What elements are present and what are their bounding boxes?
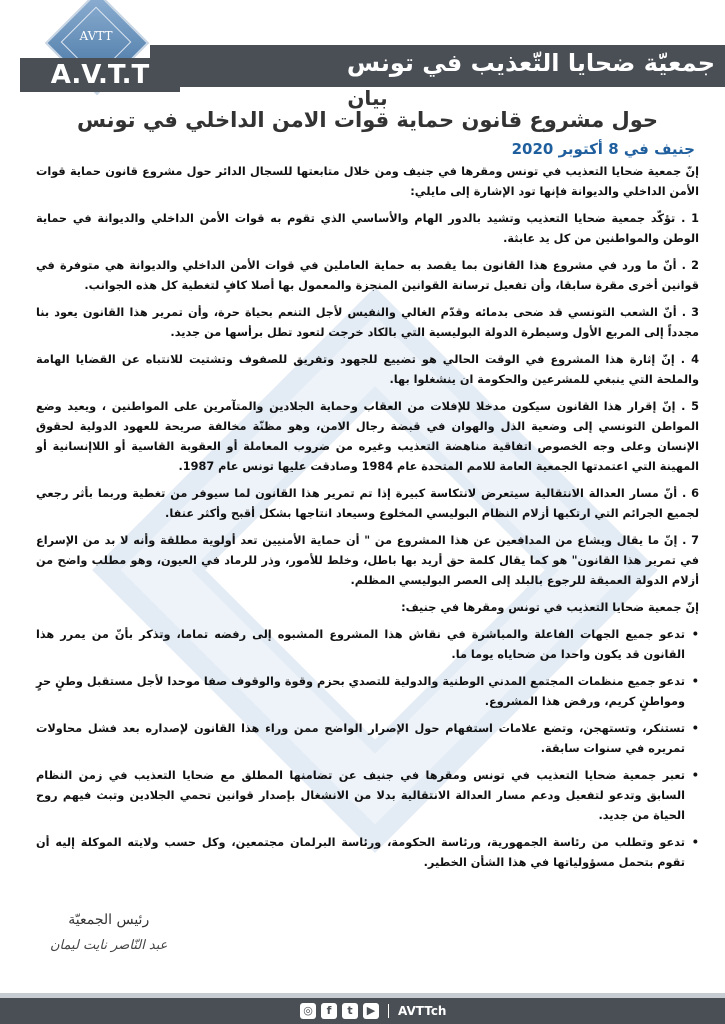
instagram-icon[interactable]: ◎ — [300, 1003, 316, 1019]
social-links — [300, 1002, 446, 1020]
paragraph: 6 . أنّ مسار العدالة الانتقالية سيتعرض لانتكاسة كبيرة إذا تم تمرير هذا القانون لما سيوفر من تغطية وربما بأثر رجعي لجميع الجرائم التي ارتكبها أزلام النظام البوليسي المخلوع وسيعاد انتاجها بشكل أقبح وأكثر عنفا. — [36, 487, 699, 520]
signature-block — [50, 912, 167, 953]
bullet-item: • تستنكر، وتستهجن، وتضع علامات استفهام حول الإصرار الواضح ممن وراء هذا القانون لإصداره بعد فشل محاولات تمريره في سنوات سابقة. — [36, 719, 699, 759]
paragraph: 5 . إنّ إقرار هذا القانون سيكون مدخلا للإفلات من العقاب وحماية الجلادين والمتآمرين على المواطنين ، ويعيد وضع المواطن التونسي إلى وضعية الذل والهوان في قبضة رجال الامن، وهو مظنّة مخالفة صريحة للعهود الدولية لحقوق الإنسان وعلى وجه الخصوص اتفاقية مناهضة التعذيب وغيره من ضروب المعاملة أو العقوبة القاسية أو اللاإنسانية أو المهينة التي اعتمدتها الجمعية العامة للامم المتحدة عام 1984 وصادقت عليها تونس عام 1987. — [36, 400, 699, 473]
header-bar — [150, 45, 725, 87]
paragraph: 7 . إنّ ما يقال ويشاع من المدافعين عن هذا المشروع من " أن حماية الأمنيين تعد أولوية مطلقة وأنه لا بد من الإسراع في تمرير هذا القانون" هو كما يقال كلمة حق أريد بها باطل، وخلط للأمور، وذر للرماد في العيون، وهو مطلب واضح من أزلام الدولة العميقة للرجوع بالبلد إلى العصر البوليسي المظلم. — [36, 534, 699, 587]
brand-name: A.V.T.T — [20, 58, 180, 92]
paragraph: 4 . إنّ إثارة هذا المشروع في الوقت الحالي هو تضييع للجهود وتفريق للصفوف وتشتيت للانتباه عن القضايا الهامة والملحة التي ينبغي للمشرعين والحكومة ان ينشغلوا بها. — [36, 353, 699, 386]
statement-text — [36, 162, 699, 880]
bullet-item: • تدعو جميع منظمات المجتمع المدني الوطنية والدولية للتصدي بحزم وقوة والوقوف صفا موحدا لأجل مستقبل وطنٍ حرٍ ومواطنٍ كريم، ورفض هذا المشروع. — [36, 672, 699, 712]
statement-subtitle: حول مشروع قانون حماية قوات الامن الداخلي في تونس — [76, 108, 659, 132]
twitter-icon[interactable]: t — [342, 1003, 358, 1019]
org-name: جمعيّة ضحايا التّعذيب في تونس — [346, 49, 715, 77]
facebook-icon[interactable]: f — [321, 1003, 337, 1019]
statement-date: جنيف في 8 أكتوبر 2020 — [511, 140, 695, 158]
social-handle[interactable]: AVTTch — [398, 1004, 447, 1018]
logo-text: AVTT — [79, 29, 113, 43]
paragraph: 1 . تؤكّد جمعية ضحايا التعذيب وتشيد بالدور الهام والأساسي الذي تقوم به قوات الأمن الداخلي والديوانة في حماية الوطن والمواطنين من كل يد عابثة. — [36, 212, 699, 245]
paragraph: 3 . أنّ الشعب التونسي قد ضحى بدمائه وقدّم الغالي والنفيس لأجل التنعم بحياة حرة، وأن تمرير هذا القانون يعود بنا مجدداً إلى المربع الأول وسيطرة الدولة البوليسية التي بالكاد خرجت لتعود تطل برأسها من جديد. — [36, 306, 699, 339]
signature-title: رئيس الجمعيّة — [68, 912, 150, 928]
bullet-item: • تعبر جمعية ضحايا التعذيب في تونس ومقرها في جنيف عن تضامنها المطلق مع ضحايا التعذيب في زمن النظام السابق وتدعو لتفعيل ودعم مسار العدالة الانتقالية بدلا من الانشغال بإصدار قوانين تحمي الجلادين وتبث فيهم روح الحياة من جديد. — [36, 766, 699, 826]
bullet-item: • تدعو وتطلب من رئاسة الجمهورية، ورئاسة الحكومة، ورئاسة البرلمان مجتمعين، وكل حسب ولايته الموكلة إليه أن تقوم بتحمل مسؤولياتها في هذا الشأن الخطير. — [36, 833, 699, 873]
paragraph: 2 . أنّ ما ورد في مشروع هذا القانون بما يقصد به حماية العاملين في قوات الأمن الداخلي والديوانة هي متوفرة في قوانين أخرى مقرة سابقا، وأن تفعيل ترسانة القوانين المنجزة والمعمول بها أصلا كافٍ لتغطية كل هذه الجوانب. — [36, 259, 699, 292]
signature-name: عبد النّاصر نايت ليمان — [50, 938, 168, 953]
paragraph: إنّ جمعية ضحايا التعذيب في تونس ومقرها في جنيف ومن خلال متابعتها للسجال الدائر حول مشروع قانون حماية قوات الأمن الداخلي والديوانة فإنها تود الإشارة إلى مايلي: — [36, 165, 699, 198]
youtube-icon[interactable]: ▶ — [363, 1003, 379, 1019]
bullet-item: • تدعو جميع الجهات الفاعلة والمباشرة في نقاش هذا المشروع المشبوه إلى رفضه تماما، وتذكر بأنّ من يمرر هذا القانون قد يكون واحدا من ضحاياه يوما ما. — [36, 625, 699, 665]
statement-label: بيان — [347, 86, 388, 110]
paragraph: إنّ جمعية ضحايا التعذيب في تونس ومقرها في جنيف: — [401, 601, 699, 614]
